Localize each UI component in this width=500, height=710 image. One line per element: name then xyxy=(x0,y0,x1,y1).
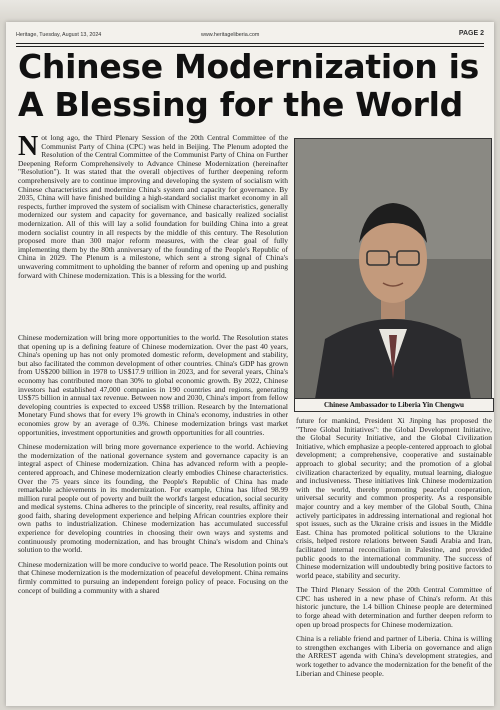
left-column xyxy=(18,334,288,601)
lead-text: ot long ago, the Third Plenary Session of the 20th Central Committee of the Communist Party of China (CPC) was held in Beijing. The Plenum adopted the Resolution of the Central Committee of the Communist Party of China on Further Deepening Reform Comprehensively to Advance Chinese Modernization (hereinafter "Resolution"). It was stated that the overall objectives of further deepening reform comprehensively are to continue improving and developing the system of socialism with Chinese characteristics and modernize China's system and capacity for governance. By 2035, China will have finished building a high-standard socialist market economy in all respects, further improved the system of socialism with Chinese characteristics, generally modernized our system and capacity for governance, and basically realized socialist modernization. All of this will lay a solid foundation for building China into a great modern socialist country in all respects by the middle of this century. The Resolution proposed more than 300 major reform measures, with the clear goal of fully implementing them by the 80th anniversary of the founding of the People's Republic of China in 2029. The Plenum is a milestone, which sent a strong signal of China's unwavering commitment to upholding the banner of reform and opening up and pushing forward with Chinese modernization. This is a blessing for the world. xyxy=(18,133,288,280)
ambassador-photo xyxy=(294,138,492,412)
right-column xyxy=(296,417,492,684)
newspaper-page xyxy=(6,22,494,706)
paragraph: future for mankind, President Xi Jinping has proposed the "Three Global Initiatives": the Global Development Initiative, the Global Security Initiative, and the Global Civilization Initiative, which emphasize a people-centered approach to global development; a comprehensive, cooperative and sustainable approach to global security; and the promotion of a global civilization characterized by equality, mutual learning, dialogue and inclusiveness. These initiatives link Chinese modernization with the world, thereby promoting peaceful cooperation, universal security and common prosperity. As a responsible major country and a key member of the Global South, China actively participates in addressing international and regional hot spot issues, such as the Ukraine crisis and issues in the Middle East. China has promoted political solutions to the Ukraine crisis, helped restore relations between Saudi Arabia and Iran, facilitated internal reconciliation in Palestine, and provided public goods to the international community. The success of Chinese modernization will undoubtedly bring positive factors to world peace, stability and security. xyxy=(296,416,492,580)
paragraph: Chinese modernization will be more conducive to world peace. The Resolution points out that Chinese modernization is the modernization of peaceful development. China remains firmly committed to pursuing an independent foreign policy of peace. Focusing on the concept of building a community with a shared xyxy=(18,559,288,595)
paragraph: Chinese modernization will bring more governance experience to the world. Achieving the modernization of the national governance system and governance capacity is an integral aspect of Chinese modernization. China has advanced reform with a people-centered approach, and Chinese modernization clearly embodies Chinese characteristics. Over the 75 years since its founding, the People's Republic of China has made remarkable achievements in its modernization. For example, China has lifted 98.99 million rural people out of poverty and built the world's largest education, social security and medical systems. China adheres to the principle of sincerity, real results, affinity and good faith, sharing development experience and helping African countries explore their own paths to industrialization. Chinese modernization has accumulated successful experience for developing countries in choosing their own ways and systems and continuously promoting modernization, and has brought China's wisdom and China's solution to the world. xyxy=(18,442,288,555)
headline-line-2: A Blessing for the World xyxy=(18,85,463,124)
portrait-illustration xyxy=(295,139,491,399)
headline xyxy=(18,48,484,132)
page-header xyxy=(16,30,484,42)
paragraph: Chinese modernization will bring more opportunities to the world. The Resolution states that opening up is a defining feature of Chinese modernization. Over the past 40 years, China's opening up has not only promoted domestic reform, development and stability, but also facilitated the common development of other countries. China's GDP has grown from US$200 billion in 1978 to US$17.9 trillion in 2023, and for several years, China's economy has contributed more than 30% to global economic growth. By 2022, Chinese investors had established 47,000 companies in 190 countries and regions, generating US$75 billion in annual tax revenue. Between now and 2030, China's import from fellow developing countries is expected to exceed US$8 trillion. Research by the International Monetary Fund shows that for every 1% growth in China's economy, industries in other economies grow by an average of 0.3%. Chinese modernization brings vast market opportunities, investment opportunities and growth opportunities for all countries. xyxy=(18,333,288,437)
header-website: www.heritageliberia.com xyxy=(201,32,260,38)
headline-line-1: Chinese Modernization is xyxy=(18,47,479,86)
photo-caption: Chinese Ambassador to Liberia Yin Chengwu xyxy=(294,398,494,412)
drop-cap: N xyxy=(18,131,39,162)
paragraph: The Third Plenary Session of the 20th Central Committee of CPC has ushered in a new phase of China's reform. At this historic juncture, the 1.4 billion Chinese people are determined to forge ahead with determination and further deepen reform to open up broad prospects for Chinese modernization. xyxy=(296,585,492,629)
page-number: PAGE 2 xyxy=(458,30,484,37)
lead-paragraph xyxy=(18,131,288,280)
header-rule xyxy=(16,43,484,44)
page-top-background xyxy=(0,0,500,22)
header-date: Heritage, Tuesday, August 13, 2024 xyxy=(16,32,102,38)
paragraph: China is a reliable friend and partner of Liberia. China is willing to strengthen exchanges with Liberia on governance and align the ARREST agenda with China's development strategies, and work together to advance the modernization for the benefit of the Liberian and Chinese people. xyxy=(296,634,492,678)
